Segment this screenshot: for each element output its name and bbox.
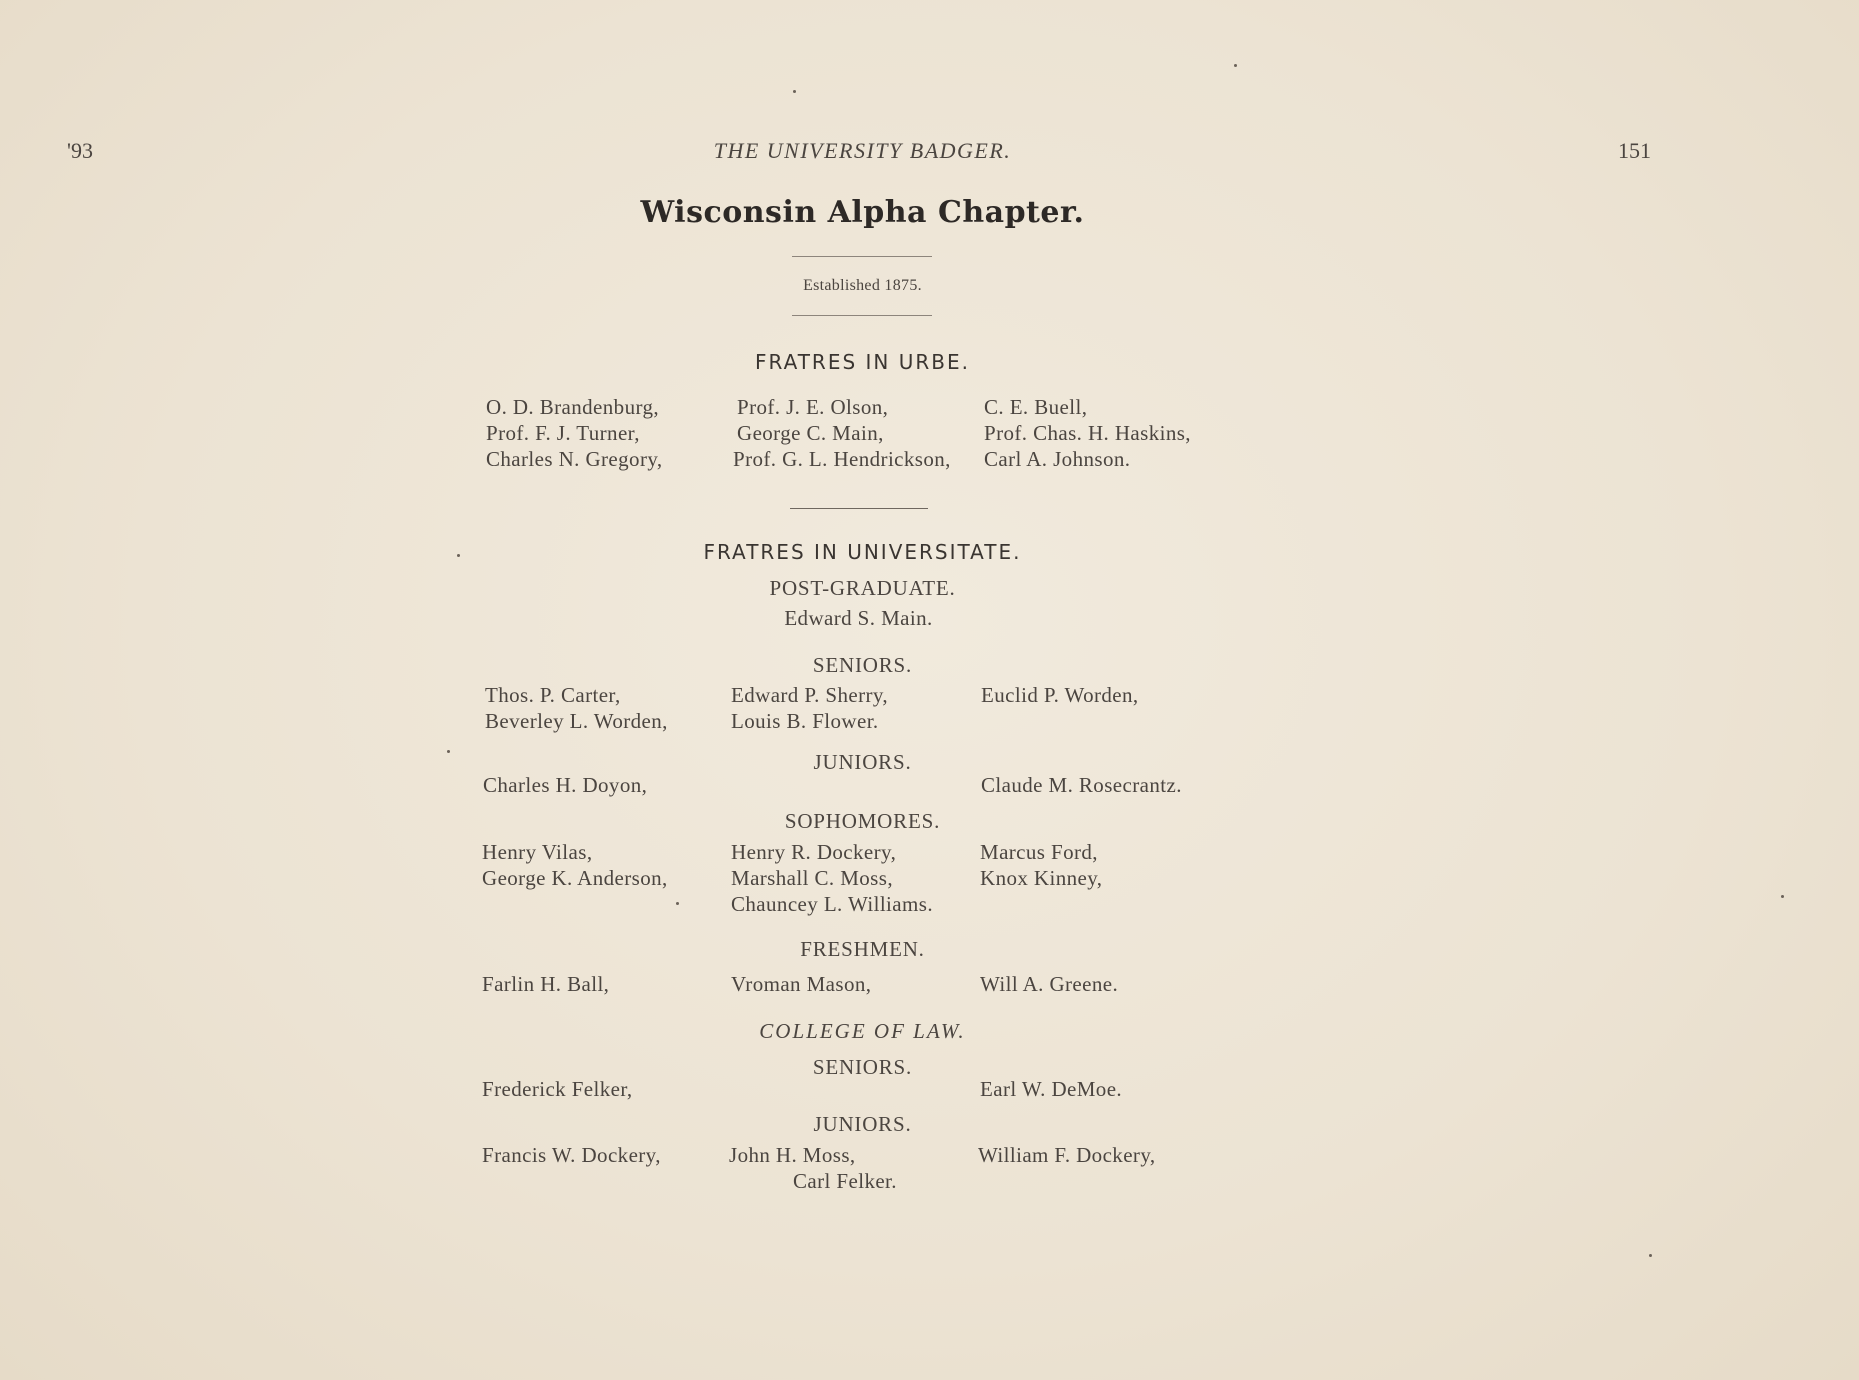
running-title: THE UNIVERSITY BADGER.	[713, 138, 1012, 163]
divider-rule	[792, 315, 932, 316]
member-name: Prof. J. E. Olson,	[737, 395, 889, 419]
member-name: William F. Dockery,	[978, 1143, 1156, 1167]
member-name: Charles H. Doyon,	[483, 773, 648, 797]
member-name: Marcus Ford,	[980, 840, 1098, 864]
member-name: Henry Vilas,	[482, 840, 593, 864]
member-name: Claude M. Rosecrantz.	[981, 773, 1182, 797]
member-name: Henry R. Dockery,	[731, 840, 897, 864]
header-year: '93	[67, 138, 93, 163]
member-name: O. D. Brandenburg,	[486, 395, 660, 419]
paper-speck	[447, 750, 450, 753]
member-name: Louis B. Flower.	[731, 709, 879, 733]
member-name: C. E. Buell,	[984, 395, 1088, 419]
member-name: Thos. P. Carter,	[485, 683, 621, 707]
member-name: Farlin H. Ball,	[482, 972, 610, 996]
divider-rule	[792, 256, 932, 257]
class-heading-law-seniors: SENIORS.	[812, 1055, 913, 1079]
member-name: Vroman Mason,	[731, 972, 872, 996]
member-name: Marshall C. Moss,	[731, 866, 893, 890]
class-heading-juniors: JUNIORS.	[813, 750, 912, 774]
section-heading-college-of-law: COLLEGE OF LAW.	[759, 1019, 966, 1043]
member-name: Chauncey L. Williams.	[731, 892, 933, 916]
paper-speck	[793, 90, 796, 93]
paper-speck	[457, 554, 460, 557]
section-heading-fratres-in-universitate: FRATRES IN UNIVERSITATE.	[703, 540, 1022, 564]
class-heading-law-juniors: JUNIORS.	[813, 1112, 912, 1136]
class-heading-sophomores: SOPHOMORES.	[784, 809, 941, 833]
section-heading-fratres-in-urbe: FRATRES IN URBE.	[755, 350, 970, 374]
member-name: Francis W. Dockery,	[482, 1143, 661, 1167]
member-name: Charles N. Gregory,	[486, 447, 663, 471]
member-name: Carl A. Johnson.	[984, 447, 1131, 471]
paper-speck	[1234, 64, 1237, 67]
member-name: Prof. G. L. Hendrickson,	[733, 447, 951, 471]
member-name: Prof. Chas. H. Haskins,	[984, 421, 1191, 445]
member-name: George C. Main,	[737, 421, 884, 445]
member-name: Euclid P. Worden,	[981, 683, 1139, 707]
member-name: Prof. F. J. Turner,	[486, 421, 640, 445]
member-name: Will A. Greene.	[980, 972, 1119, 996]
member-name: Earl W. DeMoe.	[980, 1077, 1123, 1101]
paper-speck	[1781, 895, 1784, 898]
page-number: 151	[1618, 138, 1651, 163]
member-name: Edward P. Sherry,	[731, 683, 889, 707]
member-name: Beverley L. Worden,	[485, 709, 668, 733]
paper-speck	[1649, 1254, 1652, 1257]
member-name: George K. Anderson,	[482, 866, 668, 890]
member-name: John H. Moss,	[729, 1143, 856, 1167]
established-line: Established 1875.	[803, 277, 922, 294]
member-name: Carl Felker.	[793, 1169, 897, 1193]
member-name: Edward S. Main.	[784, 606, 933, 630]
class-heading-post-graduate: POST-GRADUATE.	[769, 576, 956, 600]
member-name: Frederick Felker,	[482, 1077, 633, 1101]
chapter-title: Wisconsin Alpha Chapter.	[640, 195, 1085, 230]
divider-rule	[790, 508, 928, 509]
member-name: Knox Kinney,	[980, 866, 1103, 890]
paper-speck	[676, 902, 679, 905]
class-heading-seniors: SENIORS.	[812, 653, 913, 677]
class-heading-freshmen: FRESHMEN.	[800, 937, 925, 961]
